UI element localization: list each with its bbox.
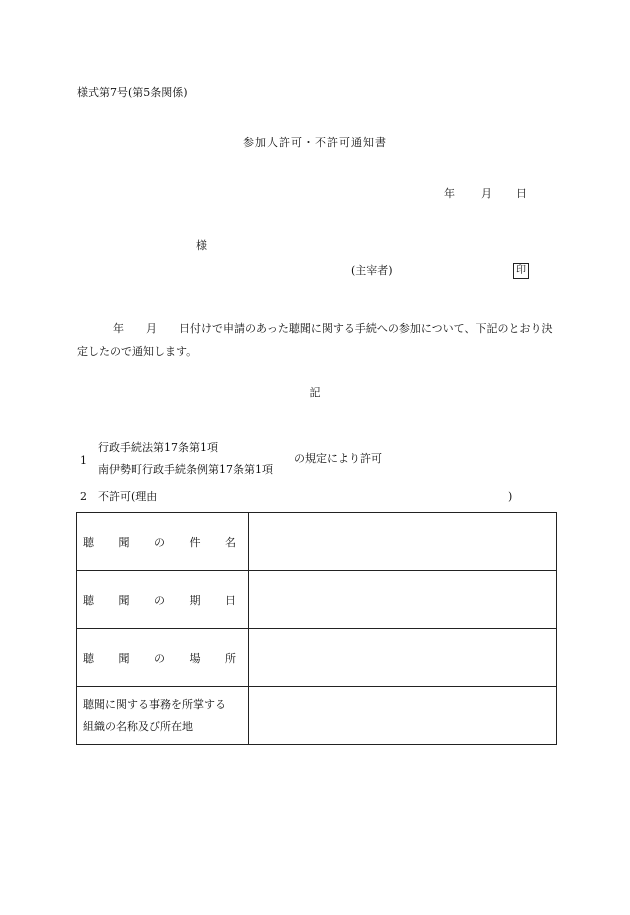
- body-year: 年: [113, 322, 124, 335]
- document-title: 参加人許可・不許可通知書: [243, 136, 387, 149]
- hearing-place-value[interactable]: [249, 629, 557, 687]
- item2-label: 不許可(理由: [98, 490, 158, 503]
- label-char: 聞: [118, 535, 130, 549]
- organization-label-line1: 聴聞に関する事務を所掌する: [83, 697, 226, 711]
- organization-value[interactable]: [249, 687, 557, 745]
- date-year-label: 年: [444, 187, 455, 200]
- hearing-place-label: [77, 629, 249, 687]
- hearing-info-table: [76, 512, 557, 745]
- label-char: 聴: [83, 651, 94, 665]
- label-char: 聴: [83, 593, 94, 607]
- table-row: [77, 629, 557, 687]
- label-char: 件: [189, 535, 201, 549]
- body-month: 月: [146, 322, 157, 335]
- label-char: の: [154, 535, 165, 549]
- body-text: 日付けで申請のあった聴聞に関する手続への参加について、下記のとおり決定したので通知します。: [77, 322, 553, 358]
- label-char: 名: [225, 535, 236, 549]
- item2-number: 2: [80, 490, 87, 503]
- hearing-date-label: [77, 571, 249, 629]
- date-month-label: 月: [481, 187, 492, 200]
- hearing-subject-label: [77, 513, 249, 571]
- item1-law-b: 南伊勢町行政手続条例第17条第1項: [98, 463, 273, 476]
- hearing-subject-value[interactable]: [249, 513, 557, 571]
- label-char: 所: [225, 651, 236, 665]
- addressee-honorific: 様: [196, 239, 207, 252]
- label-char: 聴: [83, 535, 94, 549]
- item1-number: 1: [80, 454, 87, 467]
- body-paragraph: [77, 317, 553, 363]
- item1-law-a: 行政手続法第17条第1項: [98, 441, 218, 454]
- organizer-label: (主宰者): [351, 264, 393, 277]
- form-number: 様式第7号(第5条関係): [77, 86, 188, 99]
- hearing-date-value[interactable]: [249, 571, 557, 629]
- seal-mark: 印: [513, 263, 529, 279]
- label-char: 日: [225, 593, 236, 607]
- label-char: 聞: [118, 651, 130, 665]
- ki-heading: 記: [309, 386, 321, 399]
- label-char: の: [154, 593, 165, 607]
- label-char: 聞: [118, 593, 130, 607]
- table-row: [77, 513, 557, 571]
- label-char: 期: [189, 593, 201, 607]
- label-char: の: [154, 651, 165, 665]
- item2-close-paren: ): [508, 490, 513, 503]
- label-char: 場: [189, 651, 201, 665]
- table-row: [77, 571, 557, 629]
- item1-tail: の規定により許可: [294, 452, 382, 465]
- date-day-label: 日: [516, 187, 527, 200]
- table-row: [77, 687, 557, 745]
- organization-label: [77, 687, 249, 745]
- organization-label-line2: 組織の名称及び所在地: [83, 719, 193, 733]
